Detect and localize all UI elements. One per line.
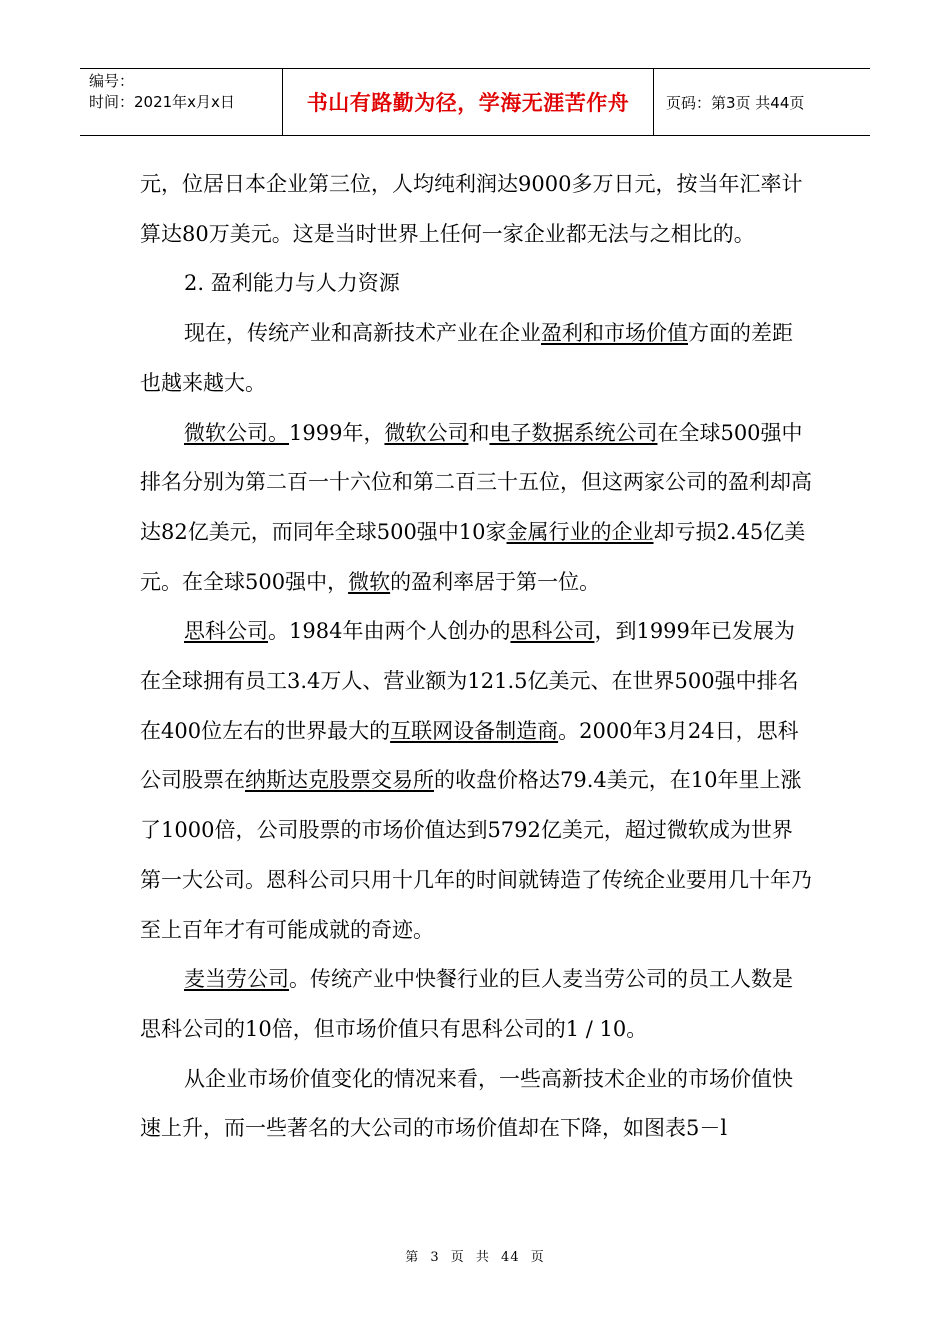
link-microsoft[interactable]: 微软公司 <box>384 420 469 445</box>
text-run: 1999年， <box>289 420 385 445</box>
paragraph-mcdonalds <box>140 955 812 1054</box>
document-date: 时间：2021年x月x日 <box>89 93 235 111</box>
text-run: 。传统产业中快餐行业的巨人麦当劳公司的员工人数是思科公司的10倍，但市场价值只有思科公司的1 / 10。 <box>140 967 793 1041</box>
link-eds[interactable]: 电子数据系统公司 <box>489 420 658 445</box>
link-profit-market-value[interactable]: 盈利和市场价值 <box>541 321 688 346</box>
paragraph-1: 元，位居日本企业第三位，人均纯利润达9000多万日元，按当年汇率计算达80万美元。这是当时世界上任何一家企业都无法与之相比的。 <box>140 172 803 246</box>
paragraph-7: 从企业市场价值变化的情况来看，一些高新技术企业的市场价值快速上升，而一些著名的大公司的市场价值却在下降，如图表5－l <box>140 1066 793 1141</box>
link-metal-industry[interactable]: 金属行业的企业 <box>506 519 654 544</box>
text-run: 现在，传统产业和高新技术产业在企业 <box>184 321 541 346</box>
paragraph-microsoft <box>140 409 812 608</box>
text-run: ，到1999年已发展为在全球拥有员工3.4万人、营业额为121.5亿美元、在世界500强中排名在400位左右的世界最大的 <box>140 619 799 743</box>
page-info-text: 页码：第3页 共44页 <box>666 93 805 112</box>
page-footer: 第 3 页 共 44 页 <box>405 1250 545 1265</box>
section-heading: 2. 盈利能力与人力资源 <box>184 271 400 296</box>
page-header <box>80 68 870 136</box>
motto-text: 书山有路勤为径，学海无涯苦作舟 <box>306 91 630 115</box>
link-internet-equipment[interactable]: 互联网设备制造商 <box>390 718 559 743</box>
document-number-label: 编号： <box>89 72 135 90</box>
link-mcdonalds[interactable]: 麦当劳公司 <box>184 967 289 992</box>
paragraph-cisco <box>140 607 812 955</box>
text-run: 方面的差距也越来越大。 <box>140 321 793 395</box>
text-run: 的盈利率居于第一位。 <box>390 569 601 594</box>
header-meta <box>80 69 282 135</box>
text-run: 的收盘价格达79.4美元，在10年里上涨了1000倍，公司股票的市场价值达到5792亿美元，超过微软成为世界第一大公司。恩科公司只用十几年的时间就铸造了传统企业要用几十年乃至上百年才有可能成就的奇迹。 <box>140 768 812 942</box>
text-run: 在全球500强中排名分别为第二百一十六位和第二百三十五位，但这两家公司的盈利却高达82亿美元，而同年全球500强中10家 <box>140 420 812 544</box>
link-microsoft-heading[interactable]: 微软公司。 <box>184 420 289 445</box>
link-cisco[interactable]: 思科公司 <box>510 619 595 644</box>
header-motto <box>282 69 654 135</box>
link-nasdaq[interactable]: 纳斯达克股票交易所 <box>245 768 434 793</box>
header-page-info <box>654 69 870 135</box>
text-run: 和 <box>468 420 490 445</box>
text-run: 却亏损2.45亿美元。在全球500强中， <box>140 519 806 594</box>
link-cisco-heading[interactable]: 思科公司 <box>184 619 268 644</box>
paragraph-3 <box>140 309 812 408</box>
link-microsoft-short[interactable]: 微软 <box>348 569 391 594</box>
text-run: 。2000年3月24日，思科公司股票在 <box>140 718 799 793</box>
document-body <box>140 160 812 1154</box>
text-run: 。1984年由两个人创办的 <box>268 619 511 644</box>
